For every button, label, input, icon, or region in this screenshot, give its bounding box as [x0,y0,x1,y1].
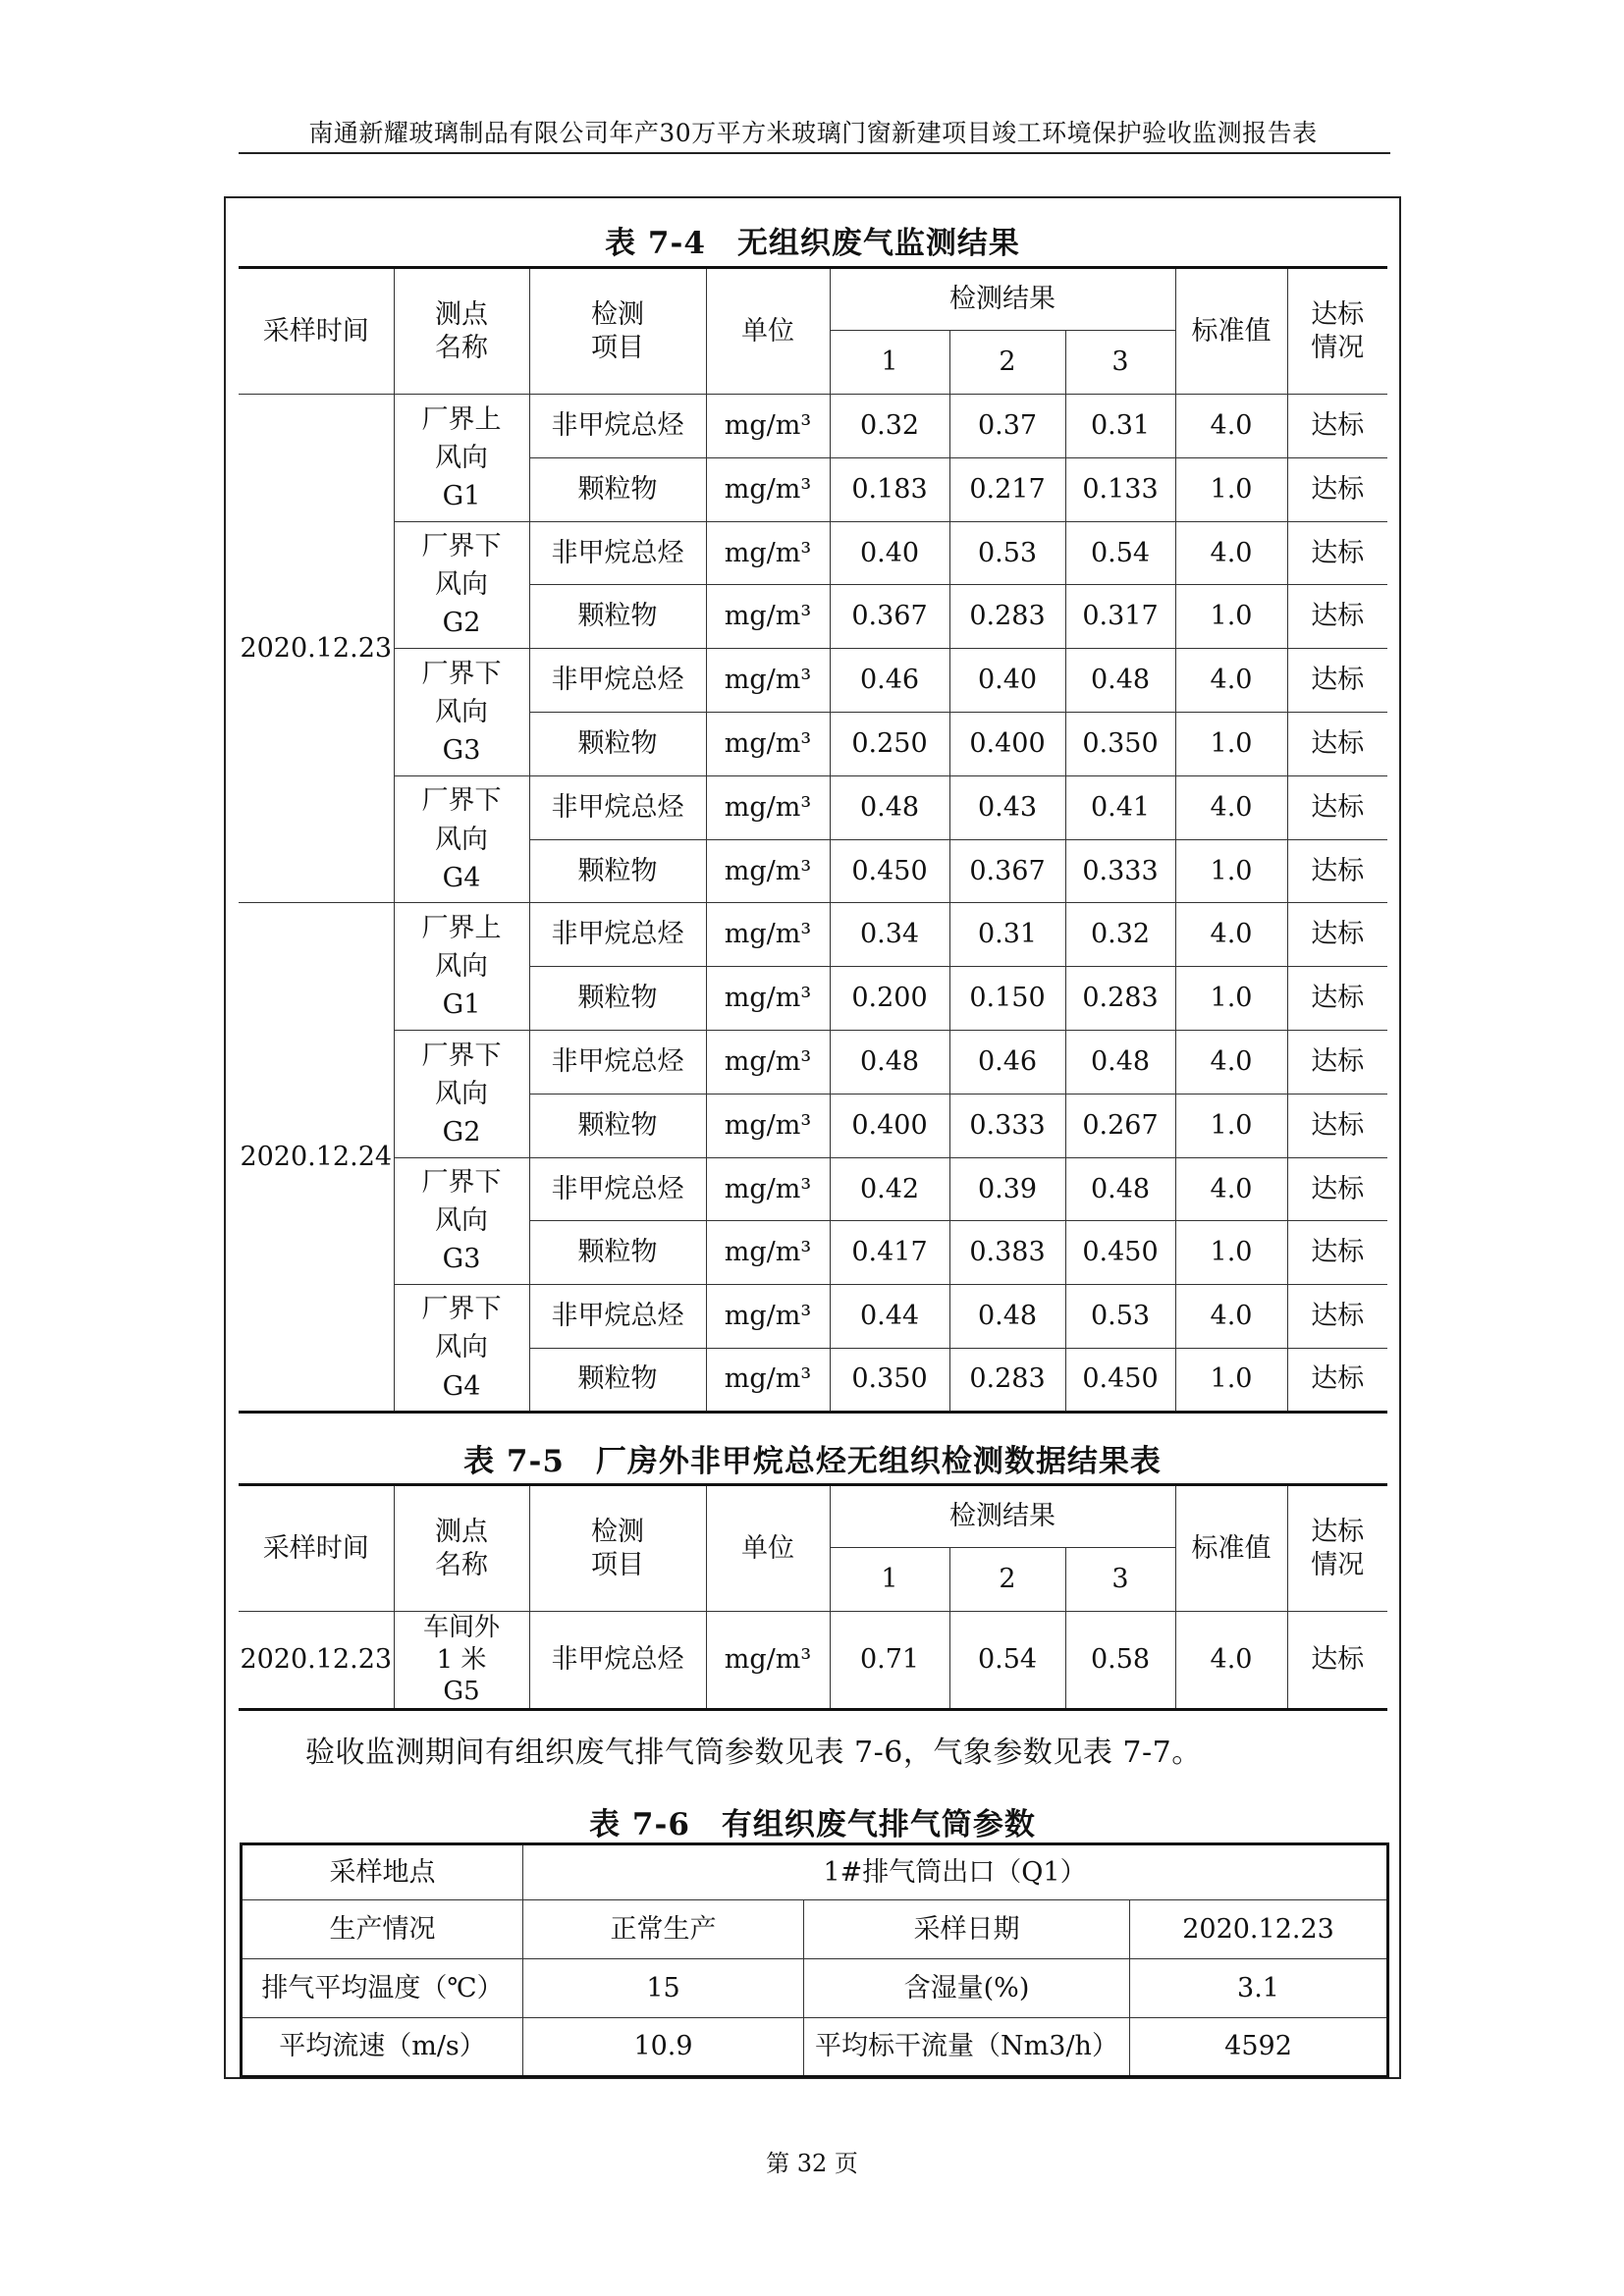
cell-value-1: 0.183 [830,457,949,521]
cell-value-3: 0.317 [1065,585,1175,649]
cell-date: 2020.12.23 [239,395,394,903]
cell-std: 1.0 [1175,967,1287,1031]
cell-value-3: 0.333 [1065,839,1175,903]
cell-status: 达标 [1287,839,1387,903]
label-production: 生产情况 [242,1900,523,1959]
value-sample-date: 2020.12.23 [1130,1900,1388,1959]
cell-value-1: 0.250 [830,712,949,775]
cell-item: 非甲烷总烃 [529,649,706,713]
body-paragraph: 验收监测期间有组织废气排气筒参数见表 7-6，气象参数见表 7-7。 [305,1735,1202,1770]
header-item: 检测项目 [529,1485,706,1612]
cell-status: 达标 [1287,1157,1387,1221]
cell-std: 1.0 [1175,585,1287,649]
cell-unit: mg/m³ [706,967,830,1031]
point-name: 厂界下风向 G4 [421,785,502,893]
cell-value-1: 0.48 [830,1030,949,1094]
page-number: 第 32 页 [766,2150,858,2177]
table-7-4-title: 表 7-4 无组织废气监测结果 [605,226,1020,261]
label-temperature: 排气平均温度（℃） [242,1959,523,2018]
header-run-1: 1 [830,1548,949,1612]
cell-value-2: 0.400 [949,712,1065,775]
point-name: 厂界下风向 G2 [421,1040,502,1148]
point-name: 厂界下风向 G3 [421,1167,502,1275]
cell-item: 非甲烷总烃 [529,521,706,585]
header-run-2: 2 [949,331,1065,395]
cell-unit: mg/m³ [706,1285,830,1349]
cell-value-1: 0.200 [830,967,949,1031]
cell-value-3: 0.350 [1065,712,1175,775]
cell-unit: mg/m³ [706,649,830,713]
cell-value-3: 0.133 [1065,457,1175,521]
header-item: 检测项目 [529,268,706,395]
cell-value-2: 0.53 [949,521,1065,585]
cell-date: 2020.12.24 [239,903,394,1412]
label-sample-date: 采样日期 [804,1900,1130,1959]
cell-status: 达标 [1287,712,1387,775]
cell-value-2: 0.39 [949,1157,1065,1221]
cell-value-3: 0.53 [1065,1285,1175,1349]
header-time: 采样时间 [239,1485,394,1612]
cell-item: 非甲烷总烃 [529,1157,706,1221]
header-run-3: 3 [1065,1548,1175,1612]
cell-std: 4.0 [1175,1157,1287,1221]
header-unit: 单位 [706,1485,830,1612]
cell-unit: mg/m³ [706,521,830,585]
point-name: 厂界下风向 G4 [421,1294,502,1402]
cell-unit: mg/m³ [706,395,830,458]
cell-value-1: 0.48 [830,775,949,839]
table-7-5-title: 表 7-5 厂房外非甲烷总烃无组织检测数据结果表 [463,1444,1162,1479]
label-location: 采样地点 [242,1844,523,1900]
cell-status: 达标 [1287,775,1387,839]
cell-unit: mg/m³ [706,1094,830,1157]
cell-value-2: 0.217 [949,457,1065,521]
cell-status: 达标 [1287,395,1387,458]
point-name: 厂界上风向 G1 [421,912,502,1021]
cell-value-3: 0.58 [1065,1612,1175,1710]
cell-item: 非甲烷总烃 [529,903,706,967]
cell-point [394,521,529,649]
cell-value-2: 0.367 [949,839,1065,903]
header-std: 标准值 [1175,268,1287,395]
cell-value-2: 0.383 [949,1221,1065,1285]
point-name: 厂界下风向 G3 [421,658,502,767]
table-row [239,775,1387,839]
label-flow: 平均标干流量（Nm3/h） [804,2018,1130,2077]
cell-std: 4.0 [1175,395,1287,458]
cell-point [394,649,529,776]
cell-value-2: 0.333 [949,1094,1065,1157]
table-7-4 [239,266,1387,1414]
cell-std: 1.0 [1175,457,1287,521]
cell-std: 4.0 [1175,521,1287,585]
header-unit: 单位 [706,268,830,395]
cell-point [394,1157,529,1285]
cell-std: 1.0 [1175,712,1287,775]
cell-item: 颗粒物 [529,1094,706,1157]
cell-status: 达标 [1287,903,1387,967]
cell-unit: mg/m³ [706,903,830,967]
cell-std: 4.0 [1175,903,1287,967]
cell-item: 颗粒物 [529,1348,706,1412]
cell-item: 非甲烷总烃 [529,775,706,839]
cell-unit: mg/m³ [706,1348,830,1412]
cell-item: 非甲烷总烃 [529,1612,706,1710]
header-status: 达标情况 [1287,1485,1387,1612]
cell-item: 颗粒物 [529,712,706,775]
cell-value-1: 0.46 [830,649,949,713]
cell-value-3: 0.48 [1065,1030,1175,1094]
cell-value-1: 0.42 [830,1157,949,1221]
cell-unit: mg/m³ [706,712,830,775]
value-production: 正常生产 [523,1900,804,1959]
cell-status: 达标 [1287,1094,1387,1157]
table-7-6 [240,1842,1389,2078]
cell-value-3: 0.32 [1065,903,1175,967]
value-velocity: 10.9 [523,2018,804,2077]
cell-value-1: 0.450 [830,839,949,903]
cell-status: 达标 [1287,1221,1387,1285]
label-velocity: 平均流速（m/s） [242,2018,523,2077]
cell-point [394,395,529,522]
cell-unit: mg/m³ [706,1030,830,1094]
cell-value-2: 0.31 [949,903,1065,967]
cell-item: 颗粒物 [529,585,706,649]
cell-value-3: 0.41 [1065,775,1175,839]
header-status: 达标情况 [1287,268,1387,395]
cell-value-1: 0.367 [830,585,949,649]
cell-item: 颗粒物 [529,839,706,903]
cell-value-1: 0.417 [830,1221,949,1285]
cell-status: 达标 [1287,585,1387,649]
cell-status: 达标 [1287,521,1387,585]
cell-unit: mg/m³ [706,1612,830,1710]
cell-unit: mg/m³ [706,1157,830,1221]
cell-std: 1.0 [1175,1221,1287,1285]
cell-date: 2020.12.23 [239,1612,394,1710]
table-row [239,1157,1387,1221]
table-row [239,1285,1387,1349]
cell-value-1: 0.71 [830,1612,949,1710]
header-run-3: 3 [1065,331,1175,395]
cell-item: 非甲烷总烃 [529,1285,706,1349]
cell-value-3: 0.450 [1065,1348,1175,1412]
cell-status: 达标 [1287,649,1387,713]
cell-value-2: 0.43 [949,775,1065,839]
cell-value-3: 0.267 [1065,1094,1175,1157]
cell-value-2: 0.283 [949,1348,1065,1412]
header-std: 标准值 [1175,1485,1287,1612]
cell-status: 达标 [1287,1348,1387,1412]
value-temperature: 15 [523,1959,804,2018]
table-row [239,1030,1387,1094]
header-result: 检测结果 [830,268,1175,331]
table-7-6-title: 表 7-6 有组织废气排气筒参数 [589,1807,1036,1842]
cell-item: 颗粒物 [529,967,706,1031]
header-point: 测点名称 [394,1485,529,1612]
label-moisture: 含湿量(%) [804,1959,1130,2018]
cell-value-1: 0.44 [830,1285,949,1349]
cell-unit: mg/m³ [706,1221,830,1285]
point-name: 厂界上风向 G1 [421,403,502,511]
cell-std: 4.0 [1175,1285,1287,1349]
cell-value-2: 0.283 [949,585,1065,649]
report-header: 南通新耀玻璃制品有限公司年产30万平方米玻璃门窗新建项目竣工环境保护验收监测报告表 [308,119,1318,147]
cell-unit: mg/m³ [706,775,830,839]
cell-point [394,1030,529,1157]
cell-point [394,1285,529,1413]
cell-value-3: 0.450 [1065,1221,1175,1285]
table-row [239,521,1387,585]
cell-value-1: 0.34 [830,903,949,967]
cell-value-1: 0.400 [830,1094,949,1157]
cell-unit: mg/m³ [706,457,830,521]
cell-value-3: 0.31 [1065,395,1175,458]
table-row [239,903,1387,967]
cell-point [394,775,529,903]
cell-value-2: 0.40 [949,649,1065,713]
cell-value-1: 0.350 [830,1348,949,1412]
value-moisture: 3.1 [1130,1959,1388,2018]
cell-unit: mg/m³ [706,839,830,903]
cell-std: 4.0 [1175,1612,1287,1710]
cell-item: 非甲烷总烃 [529,395,706,458]
cell-status: 达标 [1287,967,1387,1031]
cell-value-3: 0.283 [1065,967,1175,1031]
header-rule [239,152,1390,154]
cell-std: 1.0 [1175,1094,1287,1157]
cell-status: 达标 [1287,1030,1387,1094]
cell-value-2: 0.37 [949,395,1065,458]
point-name: 厂界下风向 G2 [421,531,502,639]
cell-value-1: 0.32 [830,395,949,458]
cell-std: 1.0 [1175,839,1287,903]
cell-std: 4.0 [1175,775,1287,839]
table-row [239,649,1387,713]
header-run-1: 1 [830,331,949,395]
value-flow: 4592 [1130,2018,1388,2077]
value-location: 1#排气筒出口（Q1） [523,1844,1388,1900]
cell-value-2: 0.46 [949,1030,1065,1094]
cell-point [394,903,529,1031]
cell-std: 4.0 [1175,649,1287,713]
cell-status: 达标 [1287,1285,1387,1349]
header-point: 测点名称 [394,268,529,395]
header-time: 采样时间 [239,268,394,395]
header-result: 检测结果 [830,1485,1175,1548]
cell-value-3: 0.48 [1065,649,1175,713]
cell-value-3: 0.54 [1065,521,1175,585]
cell-value-2: 0.54 [949,1612,1065,1710]
cell-value-2: 0.150 [949,967,1065,1031]
cell-value-2: 0.48 [949,1285,1065,1349]
header-run-2: 2 [949,1548,1065,1612]
table-7-5 [239,1483,1387,1711]
cell-value-1: 0.40 [830,521,949,585]
cell-item: 非甲烷总烃 [529,1030,706,1094]
cell-std: 1.0 [1175,1348,1287,1412]
cell-status: 达标 [1287,1612,1387,1710]
cell-std: 4.0 [1175,1030,1287,1094]
cell-item: 颗粒物 [529,457,706,521]
table-row [239,395,1387,458]
cell-value-3: 0.48 [1065,1157,1175,1221]
cell-point: 车间外 1 米 G5 [394,1612,529,1710]
cell-unit: mg/m³ [706,585,830,649]
cell-item: 颗粒物 [529,1221,706,1285]
cell-status: 达标 [1287,457,1387,521]
